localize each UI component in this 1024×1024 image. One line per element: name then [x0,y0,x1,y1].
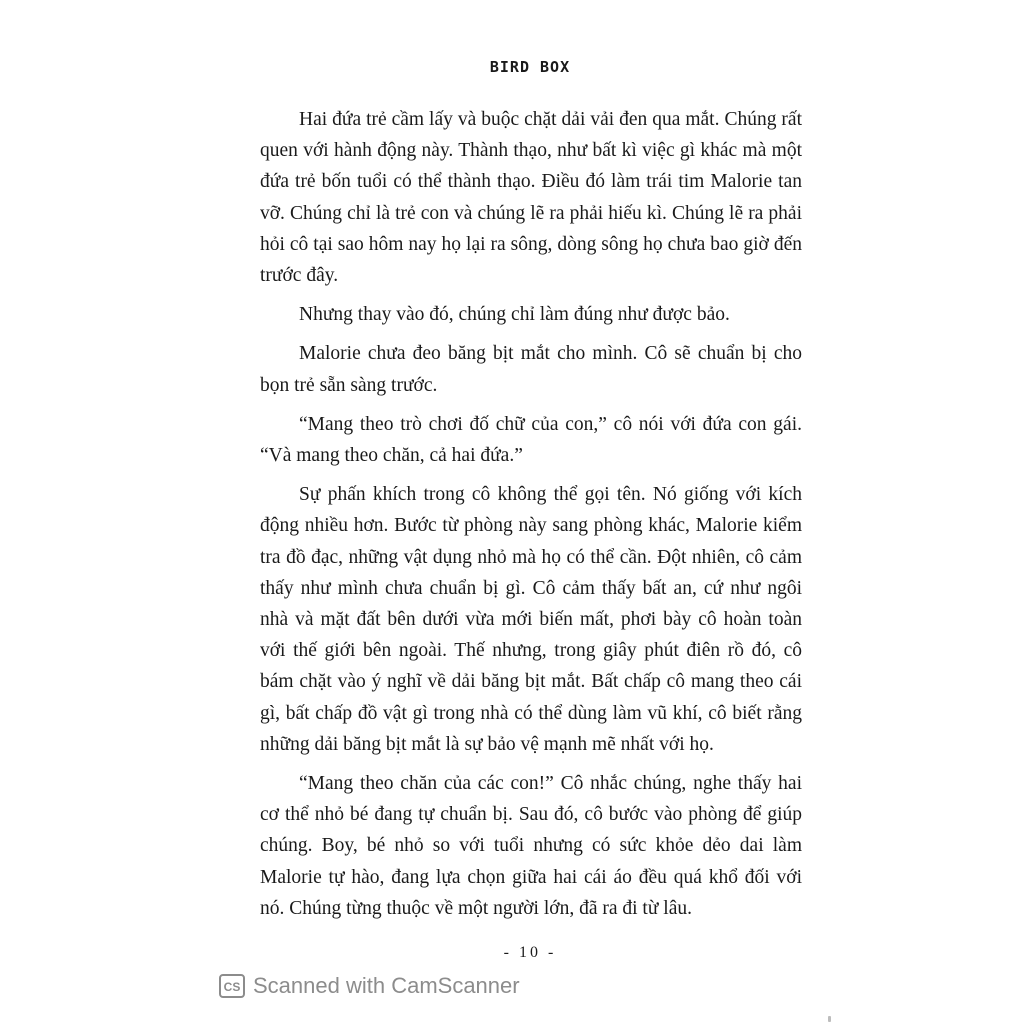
camscanner-logo-icon [219,974,245,998]
logo-text: CS [223,980,241,994]
scan-speck [828,1016,831,1022]
paragraph: “Mang theo chăn của các con!” Cô nhắc chúng, nghe thấy hai cơ thể nhỏ bé đang tự chuẩn bị. Sau đó, cô bước vào phòng để giúp chúng. Boy, bé nhỏ so với tuổi nhưng có sức khỏe dẻo dai làm Malorie tự hào, đang lựa chọn giữa hai cái áo đều quá khổ đối với nó. Chúng từng thuộc về một người lớn, đã ra đi từ lâu. [260,773,802,919]
paragraph: Malorie chưa đeo băng bịt mắt cho mình. Cô sẽ chuẩn bị cho bọn trẻ sẵn sàng trước. [260,343,802,396]
body-text [260,104,802,932]
page-number: - 10 - [503,944,557,961]
paragraph: “Mang theo trò chơi đố chữ của con,” cô nói với đứa con gái. “Và mang theo chăn, cả hai đứa.” [260,413,802,467]
paragraph: Sự phấn khích trong cô không thể gọi tên. Nó giống với kích động nhiều hơn. Bước từ phòng này sang phòng khác, Malorie kiểm tra đồ đạc, những vật dụng nhỏ mà họ có thể cần. Đột nhiên, cô cảm thấy như mình chưa chuẩn bị gì. Cô cảm thấy bất an, cứ như ngôi nhà và mặt đất bên dưới vừa mới biến mất, phơi bày cô hoàn toàn với thế giới bên ngoài. Thế nhưng, trong giây phút điên rồ đó, cô bám chặt vào ý nghĩ về dải băng bịt mắt. Bất chấp cô mang theo cái gì, bất chấp đồ vật gì trong nhà có thể dùng làm vũ khí, cô biết rằng những dải băng bịt mắt là sự bảo vệ mạnh mẽ nhất với họ. [260,484,802,755]
camscanner-watermark [219,973,520,999]
watermark-text: Scanned with CamScanner [253,973,520,998]
paragraph: Nhưng thay vào đó, chúng chỉ làm đúng như được bảo. [299,304,730,326]
running-title: BIRD BOX [489,58,571,76]
paragraph: Hai đứa trẻ cầm lấy và buộc chặt dải vải đen qua mắt. Chúng rất quen với hành động này. Thành thạo, như bất kì việc gì khác mà một đứa trẻ bốn tuổi có thể thành thạo. Điều đó làm trái tim Malorie tan vỡ. Chúng chỉ là trẻ con và chúng lẽ ra phải hiếu kì. Chúng lẽ ra phải hỏi cô tại sao hôm nay họ lại ra sông, dòng sông họ chưa bao giờ đến trước đây. [260,109,802,287]
